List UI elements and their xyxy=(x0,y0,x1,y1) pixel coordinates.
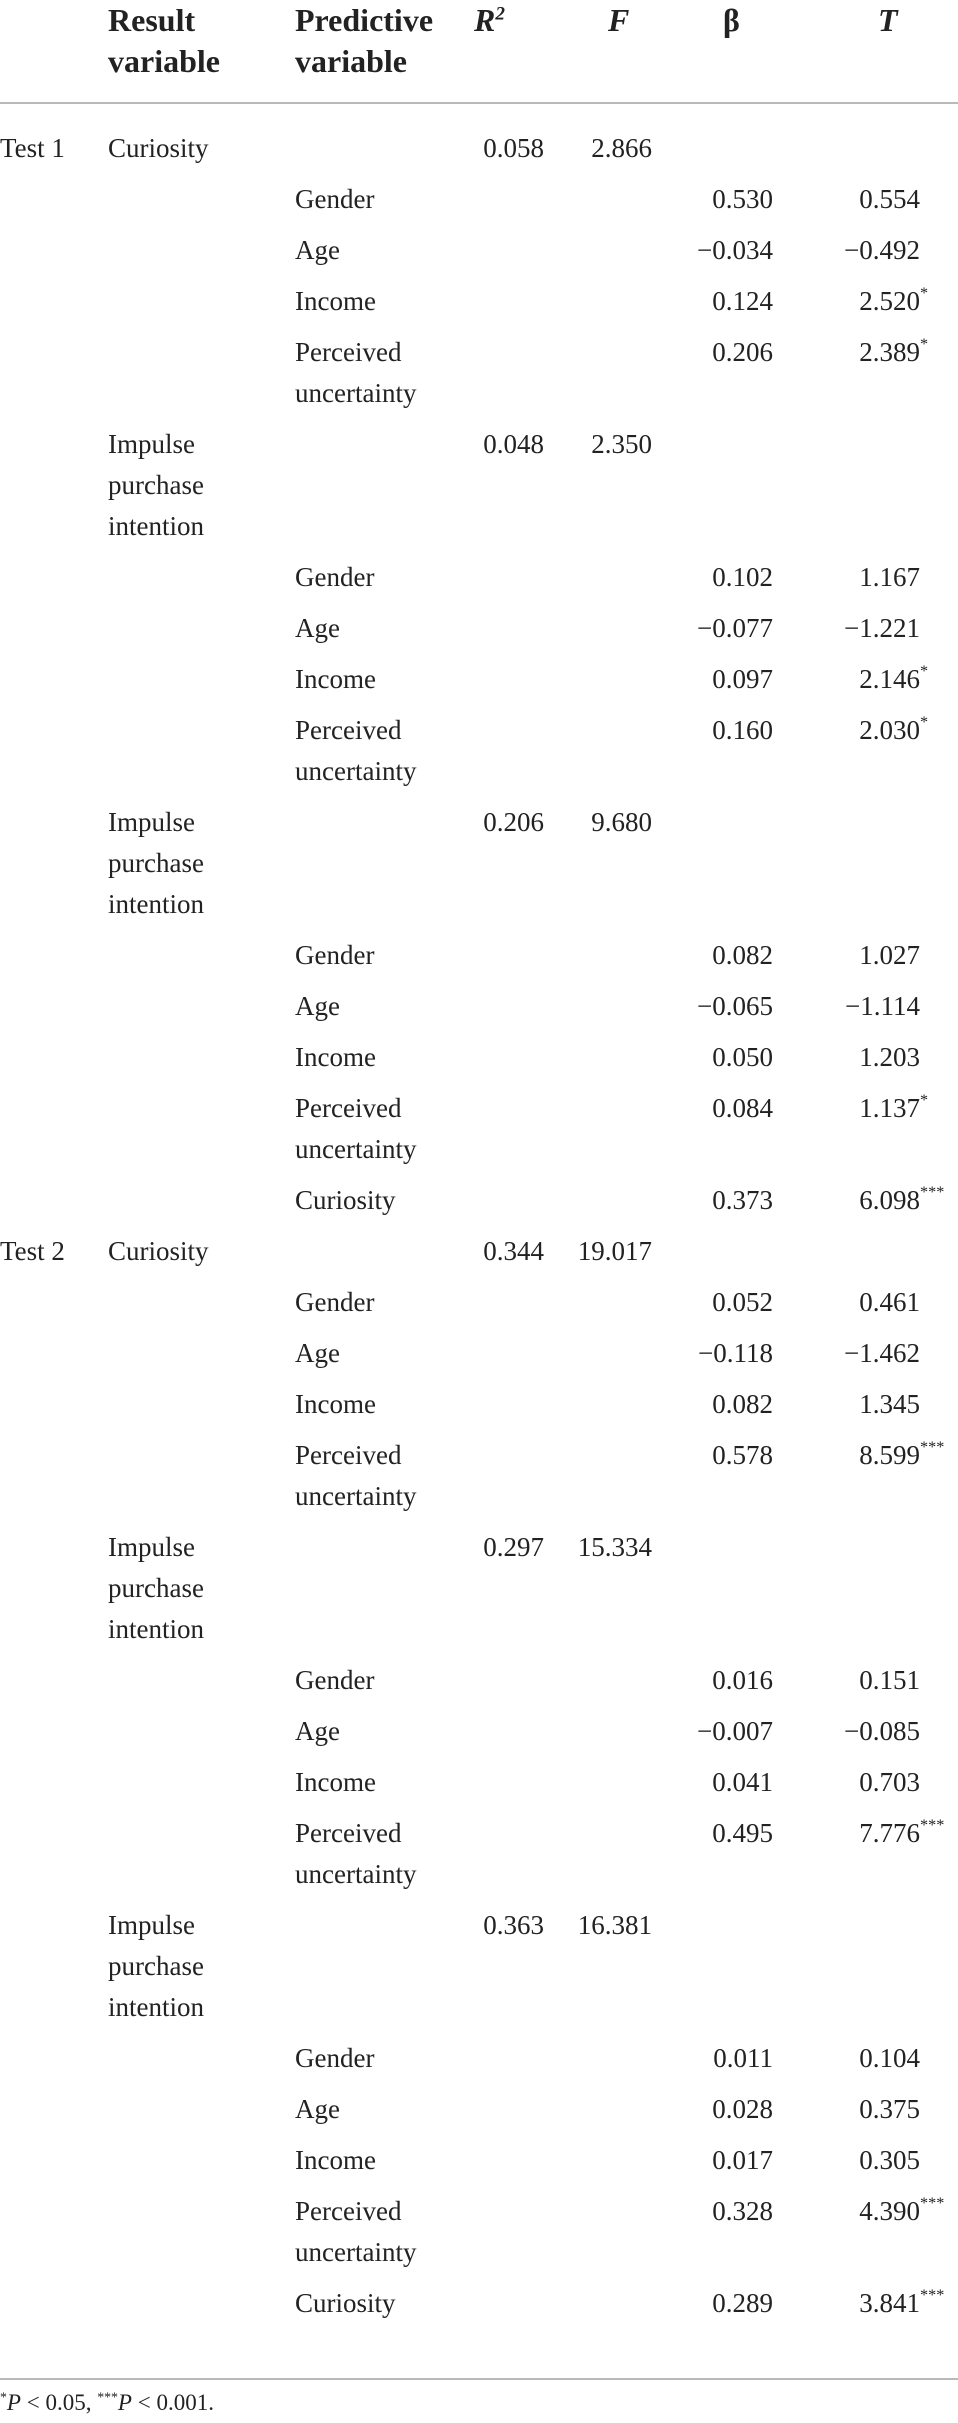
t-number: 0.554 xyxy=(859,184,920,214)
predictive-variable-line: Gender xyxy=(295,184,375,214)
t-value xyxy=(859,1660,920,1701)
t-number: 2.520 xyxy=(859,286,920,316)
t-value: 1.137 * xyxy=(859,1091,929,1123)
t-number: 1.167 xyxy=(859,562,920,592)
t-number: 0.151 xyxy=(859,1665,920,1695)
predictive-variable-line: Age xyxy=(295,991,340,1021)
t-number: 2.030 xyxy=(859,715,920,745)
test-label: Test 1 xyxy=(0,133,65,163)
predictive-variable-line: Age xyxy=(295,1716,340,1746)
t-number: 1.027 xyxy=(859,940,920,970)
t-number: 0.461 xyxy=(859,1287,920,1317)
beta-value: 0.097 xyxy=(712,664,773,694)
result-variable-line: Curiosity xyxy=(108,133,209,163)
result-variable-line: intention xyxy=(108,511,204,541)
beta-value: 0.084 xyxy=(712,1093,773,1123)
result-variable-line: intention xyxy=(108,889,204,919)
footnote-text-1: < 0.05, xyxy=(20,2390,98,2415)
result-variable-line: Impulse xyxy=(108,1532,195,1562)
t-value: 8.599 *** xyxy=(859,1438,945,1470)
footnote-text-2: < 0.001. xyxy=(131,2390,214,2415)
predictive-variable-line: uncertainty xyxy=(295,1134,417,1164)
beta-value: 0.328 xyxy=(712,2196,773,2226)
t-number: −1.114 xyxy=(845,991,920,1021)
t-value xyxy=(859,1384,920,1425)
t-value xyxy=(859,935,920,976)
predictive-variable-line: Gender xyxy=(295,1287,375,1317)
t-number: 1.345 xyxy=(859,1389,920,1419)
t-number: 0.703 xyxy=(859,1767,920,1797)
t-value: 7.776 *** xyxy=(859,1816,945,1848)
t-number: −1.462 xyxy=(844,1338,920,1368)
r-squared-value: 0.206 xyxy=(483,807,544,837)
beta-value: 0.082 xyxy=(712,940,773,970)
beta-value: −0.077 xyxy=(697,613,773,643)
t-value xyxy=(844,230,920,271)
t-number: 0.104 xyxy=(859,2043,920,2073)
result-variable-line: Impulse xyxy=(108,1910,195,1940)
beta-value: 0.102 xyxy=(712,562,773,592)
predictive-variable-line: Gender xyxy=(295,940,375,970)
beta-value: 0.206 xyxy=(712,337,773,367)
predictive-variable-line: Gender xyxy=(295,2043,375,2073)
predictive-variable-line: Income xyxy=(295,1767,376,1797)
t-value xyxy=(859,1762,920,1803)
result-variable-line: Impulse xyxy=(108,429,195,459)
beta-value: 0.495 xyxy=(712,1818,773,1848)
r-squared-value: 0.297 xyxy=(483,1532,544,1562)
t-value xyxy=(844,1333,920,1374)
predictive-variable-line: Age xyxy=(295,613,340,643)
beta-value: 0.017 xyxy=(712,2145,773,2175)
header-r2-sup: 2 xyxy=(495,3,505,25)
beta-value: 0.578 xyxy=(712,1440,773,1470)
predictive-variable-line: Gender xyxy=(295,1665,375,1695)
t-value xyxy=(859,1037,920,1078)
predictive-variable-line: uncertainty xyxy=(295,1859,417,1889)
t-value: 2.030 * xyxy=(859,713,929,745)
t-number: 1.203 xyxy=(859,1042,920,1072)
f-value: 16.381 xyxy=(577,1910,652,1940)
result-variable-line: purchase xyxy=(108,1951,204,1981)
t-number: 2.146 xyxy=(859,664,920,694)
result-variable-line: intention xyxy=(108,1992,204,2022)
footnote-mark-1: * xyxy=(0,2389,7,2405)
beta-value: −0.118 xyxy=(698,1338,773,1368)
beta-value: 0.016 xyxy=(712,1665,773,1695)
header-f: F xyxy=(608,2,630,38)
t-value: 6.098 *** xyxy=(859,1183,945,1215)
predictive-variable-line: uncertainty xyxy=(295,756,417,786)
result-variable-line: Curiosity xyxy=(108,1236,209,1266)
t-value xyxy=(844,1711,920,1752)
t-value: 2.520 * xyxy=(859,284,929,316)
t-value xyxy=(859,2089,920,2130)
header-predictive-line2: variable xyxy=(295,43,407,79)
predictive-variable-line: Perceived xyxy=(295,2196,402,2226)
t-value xyxy=(859,557,920,598)
beta-value: 0.028 xyxy=(712,2094,773,2124)
beta-value: 0.041 xyxy=(712,1767,773,1797)
predictive-variable-line: Perceived xyxy=(295,1818,402,1848)
f-value: 9.680 xyxy=(591,807,652,837)
header-rule xyxy=(0,102,958,104)
beta-value: 0.082 xyxy=(712,1389,773,1419)
r-squared-value: 0.363 xyxy=(483,1910,544,1940)
f-value: 2.350 xyxy=(591,429,652,459)
f-value: 15.334 xyxy=(577,1532,652,1562)
beta-value: 0.530 xyxy=(712,184,773,214)
t-value xyxy=(859,2140,920,2181)
beta-value: 0.050 xyxy=(712,1042,773,1072)
beta-value: 0.373 xyxy=(712,1185,773,1215)
beta-value: 0.124 xyxy=(712,286,773,316)
t-value xyxy=(859,1282,920,1323)
result-variable-line: purchase xyxy=(108,470,204,500)
header-result-line2: variable xyxy=(108,43,220,79)
t-number: 0.305 xyxy=(859,2145,920,2175)
beta-value: 0.052 xyxy=(712,1287,773,1317)
t-value: 2.389 * xyxy=(859,335,929,367)
t-value: 4.390 *** xyxy=(859,2194,945,2226)
predictive-variable-line: Perceived xyxy=(295,1440,402,1470)
predictive-variable-line: Income xyxy=(295,2145,376,2175)
predictive-variable-line: Income xyxy=(295,1389,376,1419)
t-number: −0.492 xyxy=(844,235,920,265)
result-variable-line: purchase xyxy=(108,1573,204,1603)
beta-value: 0.160 xyxy=(712,715,773,745)
bottom-rule xyxy=(0,2378,958,2380)
predictive-variable-line: uncertainty xyxy=(295,378,417,408)
predictive-variable-line: Age xyxy=(295,235,340,265)
table-footnote xyxy=(0,2388,214,2418)
t-value xyxy=(859,179,920,220)
t-number: 0.375 xyxy=(859,2094,920,2124)
t-value: 2.146 * xyxy=(859,662,929,694)
r-squared-value: 0.048 xyxy=(483,429,544,459)
t-number: 4.390 xyxy=(859,2196,920,2226)
f-value: 19.017 xyxy=(577,1236,652,1266)
t-number: 3.841 xyxy=(859,2288,920,2318)
t-value: 3.841 *** xyxy=(859,2286,945,2318)
t-number: −1.221 xyxy=(844,613,920,643)
predictive-variable-line: Age xyxy=(295,1338,340,1368)
predictive-variable-line: Income xyxy=(295,664,376,694)
result-variable-line: purchase xyxy=(108,848,204,878)
test-label: Test 2 xyxy=(0,1236,65,1266)
beta-value: 0.011 xyxy=(713,2043,773,2073)
predictive-variable-line: Curiosity xyxy=(295,2288,396,2318)
predictive-variable-line: Perceived xyxy=(295,1093,402,1123)
header-r2-base: R xyxy=(474,2,496,38)
t-value xyxy=(845,986,920,1027)
r-squared-value: 0.344 xyxy=(483,1236,544,1266)
t-number: 2.389 xyxy=(859,337,920,367)
result-variable-line: intention xyxy=(108,1614,204,1644)
predictive-variable-line: Income xyxy=(295,286,376,316)
predictive-variable-line: uncertainty xyxy=(295,2237,417,2267)
predictive-variable-line: Curiosity xyxy=(295,1185,396,1215)
t-number: 6.098 xyxy=(859,1185,920,1215)
footnote-p-2: P xyxy=(117,2390,132,2415)
t-value xyxy=(844,608,920,649)
predictive-variable-line: Perceived xyxy=(295,337,402,367)
predictive-variable-line: uncertainty xyxy=(295,1481,417,1511)
t-number: 1.137 xyxy=(859,1093,920,1123)
t-number: −0.085 xyxy=(844,1716,920,1746)
beta-value: −0.034 xyxy=(697,235,773,265)
header-t: T xyxy=(878,2,898,38)
predictive-variable-line: Gender xyxy=(295,562,375,592)
t-number: 8.599 xyxy=(859,1440,920,1470)
beta-value: −0.007 xyxy=(697,1716,773,1746)
header-result-line1: Result xyxy=(108,2,196,38)
beta-value: 0.289 xyxy=(712,2288,773,2318)
header-predictive-line1: Predictive xyxy=(295,2,434,38)
footnote-p-1: P xyxy=(6,2390,21,2415)
f-value: 2.866 xyxy=(591,133,652,163)
predictive-variable-line: Age xyxy=(295,2094,340,2124)
footnote-mark-2: *** xyxy=(97,2389,118,2405)
t-value xyxy=(859,2038,920,2079)
predictive-variable-line: Perceived xyxy=(295,715,402,745)
t-number: 7.776 xyxy=(859,1818,920,1848)
header-r-squared xyxy=(474,0,505,41)
r-squared-value: 0.058 xyxy=(483,133,544,163)
header-beta: β xyxy=(723,2,740,38)
predictive-variable-line: Income xyxy=(295,1042,376,1072)
beta-value: −0.065 xyxy=(697,991,773,1021)
result-variable-line: Impulse xyxy=(108,807,195,837)
